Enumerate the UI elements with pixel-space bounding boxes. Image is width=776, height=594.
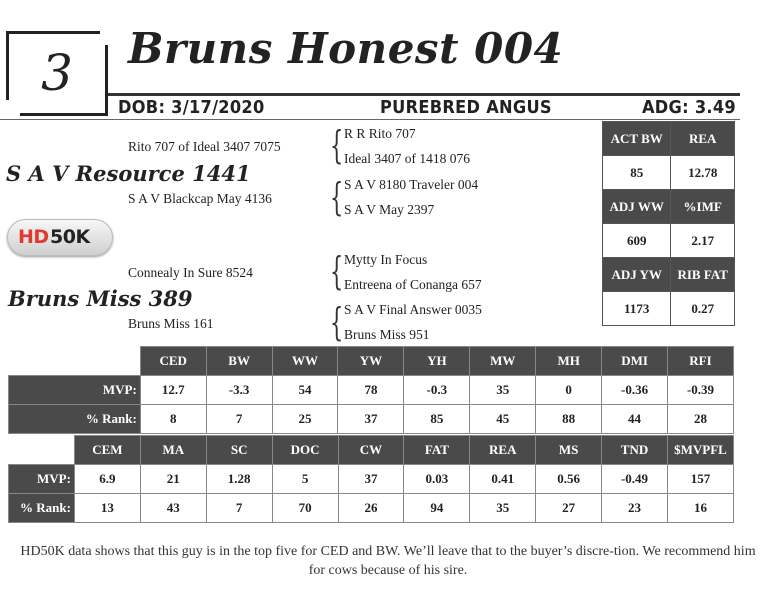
- epd-header: MH: [536, 347, 602, 376]
- epd-table-2: [8, 435, 734, 523]
- stat-header: ADJ YW: [603, 258, 671, 292]
- row-label: % Rank:: [9, 494, 75, 523]
- animal-name: Bruns Honest 004: [128, 24, 564, 73]
- row-label: MVP:: [9, 465, 75, 494]
- stat-value: 0.27: [671, 292, 735, 326]
- stat-value: 1173: [603, 292, 671, 326]
- epd-rank: 35: [470, 494, 536, 523]
- epd-value: 0.41: [470, 465, 536, 494]
- epd-value: 157: [667, 465, 733, 494]
- epd-value: 37: [338, 465, 404, 494]
- epd-rank: 28: [668, 405, 734, 434]
- epd-value: 0.56: [536, 465, 602, 494]
- epd-rank: 85: [404, 405, 470, 434]
- epd-rank: 70: [272, 494, 338, 523]
- pedigree-sire: S A V Resource 1441: [6, 161, 251, 186]
- epd-header: DMI: [602, 347, 668, 376]
- epd-table-1: [8, 346, 734, 434]
- epd-header: CW: [338, 436, 404, 465]
- pedigree-brace: {: [330, 123, 344, 167]
- epd-rank: 23: [602, 494, 668, 523]
- stat-value: 85: [603, 156, 671, 190]
- performance-stats-table: [602, 121, 735, 326]
- pedigree-dsd: Entreena of Conanga 657: [344, 277, 482, 292]
- epd-value: 78: [338, 376, 404, 405]
- pedigree-ddd: Bruns Miss 951: [344, 327, 430, 342]
- dob: DOB: 3/17/2020: [118, 97, 265, 118]
- table-corner: [9, 347, 141, 376]
- epd-rank: 27: [536, 494, 602, 523]
- pedigree-brace: {: [330, 175, 344, 219]
- hd50k-logo: [7, 219, 113, 256]
- epd-header: $MVPFL: [667, 436, 733, 465]
- pedigree-sire-sire: Rito 707 of Ideal 3407 7075: [128, 139, 281, 154]
- epd-rank: 37: [338, 405, 404, 434]
- row-label: % Rank:: [9, 405, 141, 434]
- stat-header: RIB FAT: [671, 258, 735, 292]
- hd50k-logo-hd: HD: [18, 226, 49, 248]
- epd-rank: 8: [140, 405, 206, 434]
- epd-header: MW: [470, 347, 536, 376]
- hd50k-logo-50k: 50K: [50, 226, 90, 248]
- epd-rank: 26: [338, 494, 404, 523]
- epd-rank: 13: [74, 494, 140, 523]
- pedigree-sdd: S A V May 2397: [344, 202, 435, 217]
- epd-rank: 45: [470, 405, 536, 434]
- epd-value: -3.3: [206, 376, 272, 405]
- epd-mvp-row: [9, 376, 734, 405]
- pedigree-dam: Bruns Miss 389: [8, 286, 193, 311]
- pedigree-brace: {: [330, 300, 344, 344]
- epd-value: -0.39: [668, 376, 734, 405]
- epd-value: 54: [272, 376, 338, 405]
- epd-header: TND: [602, 436, 668, 465]
- row-label: MVP:: [9, 376, 141, 405]
- epd-header: MS: [536, 436, 602, 465]
- epd-header: YH: [404, 347, 470, 376]
- epd-header: CEM: [74, 436, 140, 465]
- epd-rank-row: [9, 494, 734, 523]
- pedigree-sds: S A V 8180 Traveler 004: [344, 177, 479, 192]
- epd-header: REA: [470, 436, 536, 465]
- pedigree-brace: {: [330, 249, 344, 293]
- pedigree-dss: Mytty In Focus: [344, 252, 428, 267]
- epd-value: -0.49: [602, 465, 668, 494]
- stat-header: ADJ WW: [603, 190, 671, 224]
- epd-rank: 94: [404, 494, 470, 523]
- lot-box-notch: [100, 31, 108, 45]
- pedigree-sss: R R Rito 707: [344, 126, 416, 141]
- footer-note: HD50K data shows that this guy is in the top five for CED and BW. We’ll leave that to the buyer’s discre-tion. We recommend him for cows because of his sire.: [20, 544, 756, 578]
- epd-rank: 7: [206, 494, 272, 523]
- epd-rank: 88: [536, 405, 602, 434]
- epd-rank-row: [9, 405, 734, 434]
- table-corner: [9, 436, 75, 465]
- epd-value: 35: [470, 376, 536, 405]
- epd-header: BW: [206, 347, 272, 376]
- epd-header: WW: [272, 347, 338, 376]
- stat-header: %IMF: [671, 190, 735, 224]
- epd-value: -0.3: [404, 376, 470, 405]
- epd-rank: 44: [602, 405, 668, 434]
- adg: ADG: 3.49: [641, 97, 736, 118]
- pedigree-dds: S A V Final Answer 0035: [344, 302, 482, 317]
- stat-value: 609: [603, 224, 671, 258]
- epd-header: MA: [140, 436, 206, 465]
- pedigree-dam-sire: Connealy In Sure 8524: [128, 265, 253, 280]
- pedigree-sire-dam: S A V Blackcap May 4136: [128, 191, 272, 206]
- stat-value: 12.78: [671, 156, 735, 190]
- epd-value: 1.28: [206, 465, 272, 494]
- pedigree-dam-dam: Bruns Miss 161: [128, 316, 214, 331]
- breed: PUREBRED ANGUS: [380, 97, 552, 118]
- header-divider: [108, 93, 740, 96]
- epd-mvp-row: [9, 465, 734, 494]
- epd-rank: 43: [140, 494, 206, 523]
- epd-rank: 25: [272, 405, 338, 434]
- epd-value: 0.03: [404, 465, 470, 494]
- pedigree-ssd: Ideal 3407 of 1418 076: [344, 151, 470, 166]
- epd-header: YW: [338, 347, 404, 376]
- epd-value: 21: [140, 465, 206, 494]
- epd-rank: 7: [206, 405, 272, 434]
- epd-header: DOC: [272, 436, 338, 465]
- epd-value: 0: [536, 376, 602, 405]
- epd-header: CED: [140, 347, 206, 376]
- epd-header-row: [9, 347, 734, 376]
- epd-header: FAT: [404, 436, 470, 465]
- stat-value: 2.17: [671, 224, 735, 258]
- lot-number-box: [6, 31, 108, 116]
- lot-box-notch: [6, 100, 20, 116]
- epd-rank: 16: [667, 494, 733, 523]
- epd-value: -0.36: [602, 376, 668, 405]
- epd-header-row: [9, 436, 734, 465]
- epd-header: SC: [206, 436, 272, 465]
- epd-value: 6.9: [74, 465, 140, 494]
- stat-header: ACT BW: [603, 122, 671, 156]
- epd-value: 12.7: [140, 376, 206, 405]
- epd-value: 5: [272, 465, 338, 494]
- epd-header: RFI: [668, 347, 734, 376]
- lot-number: 3: [41, 44, 73, 102]
- stat-header: REA: [671, 122, 735, 156]
- subheader-divider: [0, 119, 740, 120]
